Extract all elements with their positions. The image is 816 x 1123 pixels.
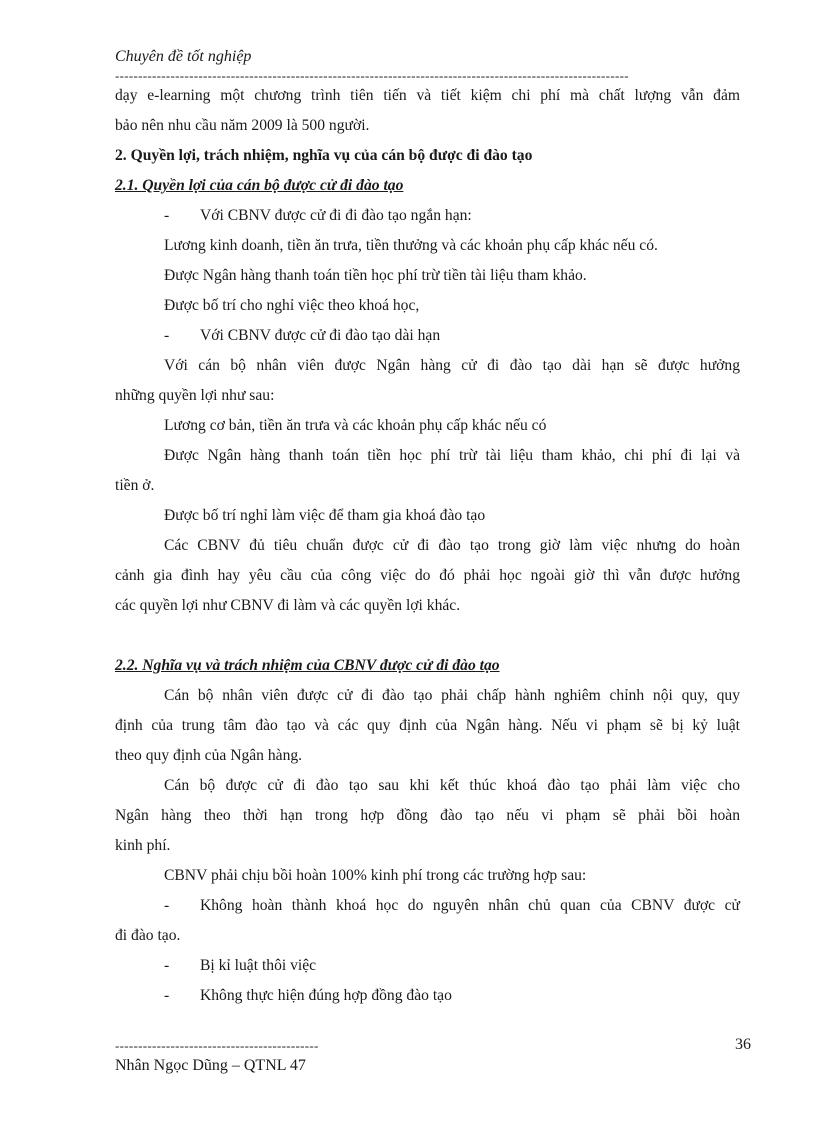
bullet-text: Với CBNV được cử đi đi đào tạo ngắn hạn: <box>200 207 472 224</box>
paragraph-line: cảnh gia đình hay yêu cầu của công việc do đó phải học ngoài giờ thì vẫn được hưởng <box>115 567 740 584</box>
bullet-item <box>115 986 452 1006</box>
page-number: 36 <box>735 1036 751 1053</box>
paragraph-line: Được bố trí nghỉ làm việc để tham gia khoá đào tạo <box>164 507 486 524</box>
paragraph-line: các quyền lợi như CBNV đi làm và các quyền lợi khác. <box>115 597 461 614</box>
subsection-heading: 2.2. Nghĩa vụ và trách nhiệm của CBNV được cử đi đào tạo <box>115 657 500 674</box>
paragraph-line: bảo nên nhu cầu năm 2009 là 500 người. <box>115 117 370 134</box>
subsection-heading: 2.1. Quyền lợi của cán bộ được cử đi đào tạo <box>115 177 404 194</box>
paragraph-line: Lương kinh doanh, tiền ăn trưa, tiền thưởng và các khoản phụ cấp khác nếu có. <box>164 237 658 254</box>
section-heading: 2. Quyền lợi, trách nhiệm, nghĩa vụ của cán bộ được đi đào tạo <box>115 147 533 164</box>
paragraph-line: Với cán bộ nhân viên được Ngân hàng cử đi đào tạo dài hạn sẽ được hưởng <box>164 357 740 374</box>
bullet-item <box>115 896 740 916</box>
paragraph-line: đi đào tạo. <box>115 927 181 944</box>
paragraph-line: CBNV phải chịu bồi hoàn 100% kinh phí trong các trường hợp sau: <box>164 867 587 884</box>
header-title: Chuyên đề tốt nghiệp <box>115 48 252 65</box>
bullet-text: Với CBNV được cử đi đào tạo dài hạn <box>200 327 441 344</box>
header-rule: --------------------------------------------------------------------------------------------------------------- <box>115 68 629 83</box>
dash-marker: - <box>164 897 170 914</box>
paragraph-line: những quyền lợi như sau: <box>115 387 275 404</box>
paragraph-line: Cán bộ nhân viên được cử đi đào tạo phải chấp hành nghiêm chỉnh nội quy, quy <box>164 687 740 704</box>
bullet-item <box>115 956 316 976</box>
dash-marker: - <box>164 207 170 224</box>
dash-marker: - <box>164 957 170 974</box>
paragraph-line: kinh phí. <box>115 837 171 854</box>
bullet-text: Không thực hiện đúng hợp đồng đào tạo <box>200 987 452 1004</box>
bullet-item <box>115 326 440 346</box>
bullet-text: Bị kỉ luật thôi việc <box>200 957 317 974</box>
paragraph-line: dạy e-learning một chương trình tiên tiến và tiết kiệm chi phí mà chất lượng vẫn đảm <box>115 87 740 104</box>
paragraph-line: Được Ngân hàng thanh toán tiền học phí trừ tài liệu tham khảo, chi phí đi lại và <box>164 447 740 464</box>
paragraph-line: Được bố trí cho nghỉ việc theo khoá học, <box>164 297 420 314</box>
paragraph-line: theo quy định của Ngân hàng. <box>115 747 303 764</box>
paragraph-line: tiền ở. <box>115 477 155 494</box>
footer-author: Nhân Ngọc Dũng – QTNL 47 <box>115 1057 306 1074</box>
bullet-item <box>115 206 472 226</box>
paragraph-line: Các CBNV đủ tiêu chuẩn được cử đi đào tạo trong giờ làm việc nhưng do hoàn <box>164 537 740 554</box>
paragraph-line: Lương cơ bản, tiền ăn trưa và các khoản phụ cấp khác nếu có <box>164 417 547 434</box>
paragraph-line: Cán bộ được cử đi đào tạo sau khi kết thúc khoá đào tạo phải làm việc cho <box>164 777 740 794</box>
paragraph-line: Ngân hàng theo thời hạn trong hợp đồng đào tạo nếu vi phạm sẽ phải bồi hoàn <box>115 807 740 824</box>
footer-rule: -------------------------------------------- <box>115 1038 319 1053</box>
paragraph-line: định của trung tâm đào tạo và các quy định của Ngân hàng. Nếu vi phạm sẽ bị kỷ luật <box>115 717 740 734</box>
bullet-text: Không hoàn thành khoá học do nguyên nhân chủ quan của CBNV được cử <box>200 897 740 914</box>
paragraph-line: Được Ngân hàng thanh toán tiền học phí trừ tiền tài liệu tham khảo. <box>164 267 587 284</box>
dash-marker: - <box>164 327 170 344</box>
dash-marker: - <box>164 987 170 1004</box>
